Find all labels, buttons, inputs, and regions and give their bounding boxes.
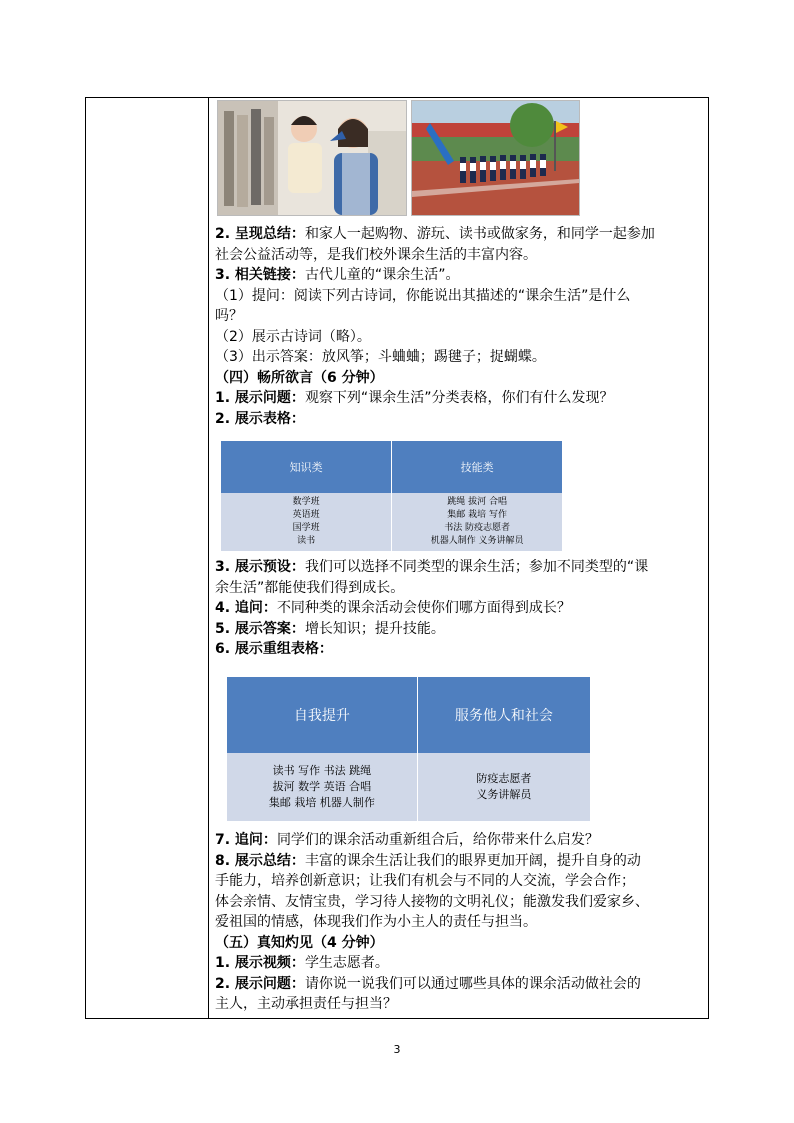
- text-block-c: [215, 830, 703, 1015]
- table1-skill-cell: [392, 493, 563, 551]
- text-line: [215, 619, 703, 640]
- text-line: [215, 388, 703, 409]
- text-line: [215, 578, 703, 599]
- table2-item: 防疫志愿者: [476, 772, 532, 785]
- line-text: 增长知识；提升技能。: [304, 620, 445, 637]
- table1-item: 跳绳 拔河 合唱: [447, 497, 507, 507]
- line-label: 8. 展示总结：: [215, 852, 305, 869]
- table1-item: 数学班: [292, 497, 320, 507]
- text-line: [215, 286, 703, 307]
- text-line: [215, 598, 703, 619]
- table1-item: 书法 防疫志愿者: [444, 523, 511, 533]
- table1-header-knowledge: 知识类: [221, 441, 392, 493]
- line-text: 学生志愿者。: [304, 955, 389, 971]
- line-label: （四）畅所欲言（6 分钟）: [215, 369, 384, 386]
- line-text: 余生活”都能使我们得到成长。: [215, 579, 405, 596]
- line-label: （五）真知灼见（4 分钟）: [215, 934, 384, 951]
- text-line: [215, 933, 703, 954]
- line-label: 2. 呈现总结：: [215, 226, 305, 242]
- table2-service-cell: [417, 753, 590, 821]
- line-text: 吗？: [215, 308, 243, 324]
- line-label: 1. 展示问题：: [215, 390, 305, 406]
- line-text: 和家人一起购物、游玩、读书或做家务，和同学一起参加: [304, 226, 655, 242]
- text-line: [215, 830, 703, 851]
- text-line: [215, 368, 703, 389]
- text-line: [215, 557, 703, 578]
- line-text: 体会亲情、友情宝贵，学习待人接物的文明礼仪；能激发我们爱家乡、: [215, 893, 649, 910]
- table2-header-self: 自我提升: [227, 677, 417, 753]
- line-label: 2. 展示问题：: [215, 975, 305, 992]
- text-line: [215, 265, 703, 286]
- table2-self-cell: [227, 753, 417, 821]
- text-line: [215, 306, 703, 327]
- text-line: [215, 994, 703, 1015]
- text-line: [215, 871, 703, 892]
- text-block-a: [215, 224, 703, 429]
- page-number: 3: [393, 1043, 401, 1056]
- line-label: 3. 相关链接：: [215, 267, 305, 283]
- table2-item: 义务讲解员: [476, 788, 532, 801]
- table1-header-skill: 技能类: [392, 441, 563, 493]
- text-line: [215, 245, 703, 266]
- line-label: 6. 展示重组表格：: [215, 641, 333, 657]
- text-line: [215, 639, 703, 660]
- line-text: （3）出示答案：放风筝；斗蛐蛐；踢毽子；捉蝴蝶。: [215, 349, 546, 365]
- line-text: 同学们的课余活动重新组合后，给你带来什么启发？: [276, 832, 599, 848]
- table1-item: 机器人制作 义务讲解员: [430, 536, 524, 546]
- text-line: [215, 409, 703, 430]
- family-shopping-photo: [217, 100, 407, 216]
- text-line: [215, 327, 703, 348]
- table2-header-service: 服务他人和社会: [417, 677, 590, 753]
- school-parade-photo: [411, 100, 580, 216]
- line-text: （1）提问：阅读下列古诗词，你能说出其描述的“课余生活”是什么: [215, 287, 631, 304]
- text-line: [215, 953, 703, 974]
- line-label: 3. 展示预设：: [215, 559, 305, 575]
- regrouped-activity-table: [227, 677, 591, 821]
- line-text: 我们可以选择不同类型的课余生活；参加不同类型的“课: [304, 559, 649, 575]
- table2-item: 集邮 栽培 机器人制作: [268, 796, 375, 809]
- text-line: [215, 974, 703, 995]
- table1-item: 国学班: [292, 523, 320, 533]
- table1-knowledge-cell: [221, 493, 392, 551]
- column-divider: [208, 98, 209, 1018]
- line-label: 1. 展示视频：: [215, 955, 305, 971]
- line-text: 爱祖国的情感，体现我们作为小主人的责任与担当。: [215, 914, 537, 930]
- text-line: [215, 912, 703, 933]
- line-text: 手能力，培养创新意识；让我们有机会与不同的人交流，学会合作；: [215, 873, 635, 889]
- line-label: 7. 追问：: [215, 832, 277, 848]
- line-text: 丰富的课余生活让我们的眼界更加开阔，提升自身的动: [304, 852, 641, 869]
- line-text: 古代儿童的“课余生活”。: [304, 267, 460, 283]
- table2-item: 拔河 数学 英语 合唱: [272, 780, 372, 793]
- table2-item: 读书 写作 书法 跳绳: [272, 764, 372, 777]
- text-line: [215, 347, 703, 368]
- line-label: 2. 展示表格：: [215, 410, 305, 427]
- line-text: 不同种类的课余活动会使你们哪方面得到成长？: [276, 600, 571, 616]
- line-label: 5. 展示答案：: [215, 620, 305, 637]
- text-line: [215, 224, 703, 245]
- line-text: 主人，主动承担责任与担当？: [215, 996, 397, 1012]
- line-text: 请你说一说我们可以通过哪些具体的课余活动做社会的: [304, 975, 641, 992]
- line-text: （2）展示古诗词（略）。: [215, 328, 371, 345]
- line-text: 观察下列“课余生活”分类表格，你们有什么发现？: [304, 390, 614, 406]
- table1-item: 集邮 栽培 写作: [447, 510, 507, 520]
- table1-item: 英语班: [292, 510, 320, 520]
- text-block-b: [215, 557, 703, 660]
- text-line: [215, 851, 703, 872]
- table1-item: 读书: [297, 536, 316, 546]
- line-label: 4. 追问：: [215, 600, 277, 616]
- text-line: [215, 892, 703, 913]
- line-text: 社会公益活动等，是我们校外课余生活的丰富内容。: [215, 246, 537, 263]
- activity-category-table: [221, 441, 563, 551]
